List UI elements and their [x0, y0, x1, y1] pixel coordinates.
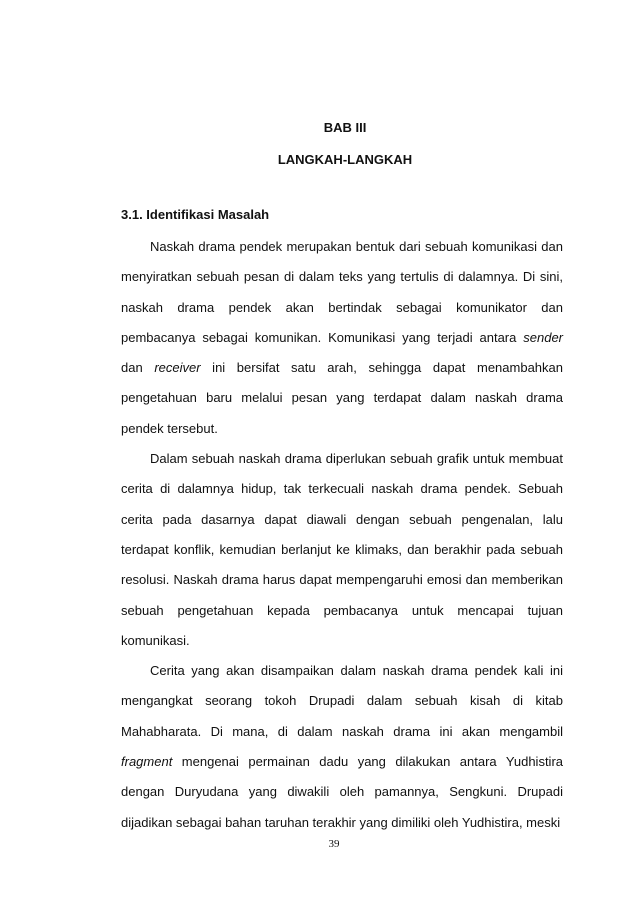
- italic-term: sender: [523, 329, 563, 345]
- paragraph-text: mengenai permainan dadu yang dilakukan antara Yudhistira dengan Duryudana yang diwakili oleh pamannya, Sengkuni. Drupadi dijadikan sebagai bahan taruhan terakhir yang dimiliki oleh Yudhistira, meski: [121, 754, 563, 830]
- paragraph-text: Naskah drama pendek merupakan bentuk dari sebuah komunikasi dan menyiratkan sebuah pesan di dalam teks yang tertulis di dalamnya. Di sini, naskah drama pendek akan bertindak sebagai komunikator dan pembacanya sebagai komunikan. Komunikasi yang terjadi antara: [121, 239, 563, 345]
- paragraph: [121, 232, 563, 444]
- paragraph-text: Cerita yang akan disampaikan dalam naskah drama pendek kali ini mengangkat seorang tokoh Drupadi dalam sebuah kisah di kitab Mahabharata. Di mana, di dalam naskah drama ini akan mengambil: [121, 663, 563, 739]
- chapter-title: LANGKAH-LANGKAH: [277, 152, 413, 167]
- section-title: 3.1. Identifikasi Masalah: [121, 207, 270, 222]
- body-text: [121, 232, 563, 838]
- paragraph: [121, 656, 563, 838]
- italic-term: receiver: [154, 360, 201, 376]
- page-number: 39: [328, 838, 340, 850]
- paragraph-text: dan: [121, 360, 155, 376]
- paragraph: [121, 444, 563, 656]
- italic-term: fragment: [121, 754, 173, 770]
- paragraph-text: ini bersifat satu arah, sehingga dapat menambahkan pengetahuan baru melalui pesan yang terdapat dalam naskah drama pendek tersebut.: [121, 360, 563, 436]
- chapter-label: BAB III: [323, 120, 367, 135]
- paragraph-text: Dalam sebuah naskah drama diperlukan sebuah grafik untuk membuat cerita di dalamnya hidup, tak terkecuali naskah drama pendek. Sebuah cerita pada dasarnya dapat diawali dengan sebuah pengenalan, lalu terdapat konflik, kemudian berlanjut ke klimaks, dan berakhir pada sebuah resolusi. Naskah drama harus dapat mempengaruhi emosi dan memberikan sebuah pengetahuan kepada pembacanya untuk mencapai tujuan komunikasi.: [121, 451, 563, 648]
